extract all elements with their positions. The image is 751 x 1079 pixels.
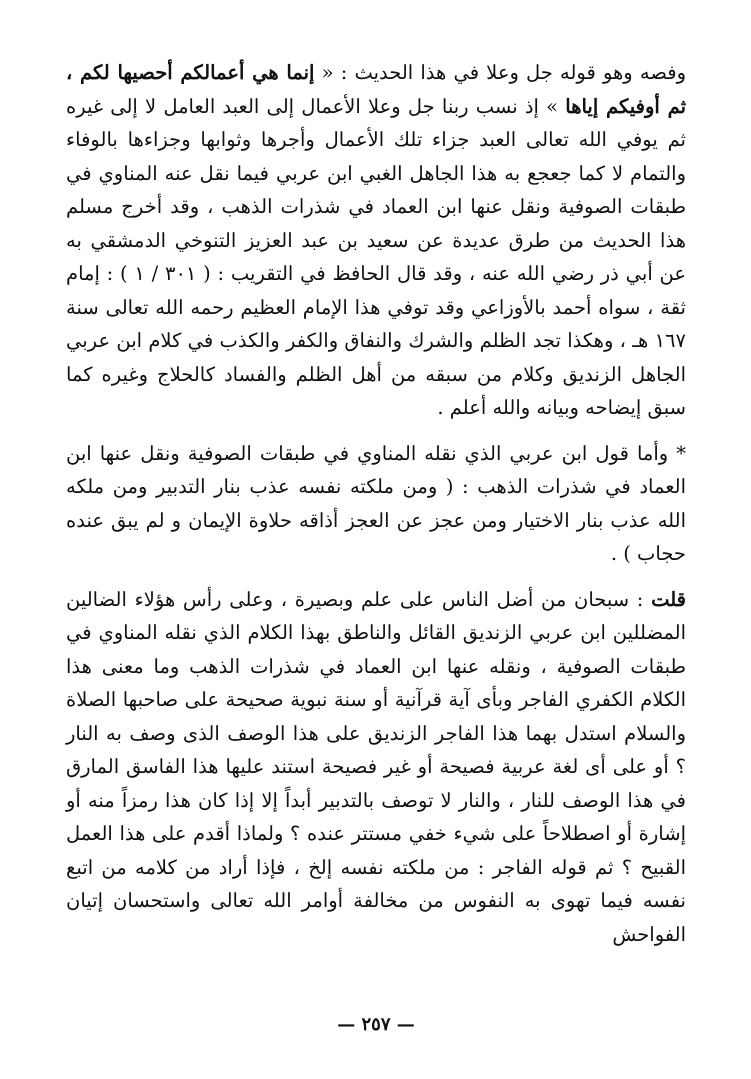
page: [66, 56, 686, 1036]
paragraph-1-segment-3: » إذ نسب ربنا جل وعلا الأعمال إلى العبد العامل لا إلى غيره ثم يوفي الله تعالى العبد جزاء تلك الأعمال وأجرها وثوابها وجزاءها بالوفاء والتمام لا كما جعجع به هذا الجاهل الغبي ابن عربي فيما نقل عنه المناوي في طبقات الصوفية ونقل عنها ابن العماد في شذرات الذهب ، وقد أخرج مسلم هذا الحديث من طرق عديدة عن سعيد بن عبد العزيز التنوخي الدمشقي به عن أبي ذر رضي الله عنه ، وقد قال الحافظ في التقريب : ( ٣٠١ / ١ ) : إمام ثقة ، سواه أحمد بالأوزاعي وقد توفي هذا الإمام العظيم رحمه الله تعالى سنة ١٦٧ هـ ، وهكذا تجد الظلم والشرك والنفاق والكفر والكذب في كلام ابن عربي الجاهل الزنديق وكلام من سبقه من أهل الظلم والفساد كالحلاج وغيره كما سبق إيضاحه وبيانه والله أعلم .: [66, 94, 686, 419]
paragraph-2: [66, 437, 686, 571]
paragraph-3-segment-2: : سبحان من أضل الناس على علم وبصيرة ، وعلى رأس هؤلاء الضالين المضللين ابن عربي الزنديق القائل والناطق بهذا الكلام الذي نقله المناوي في طبقات الصوفية ، ونقله عنها ابن العماد في شذرات الذهب وما معنى هذا الكلام الكفري الفاجر وبأى آية قرآنية أو سنة نبوية صحيحة على صاحبها الصلاة والسلام استدل بهما هذا الفاجر الزنديق على هذا الوصف الذى وصف به النار ؟ أو على أى لغة عربية فصيحة أو غير فصيحة استند عليها هذا الفاسق المارق في هذا الوصف للنار ، والنار لا توصف بالتدبير أبداً إلا إذا كان هذا رمزاً منه أو إشارة أو اصطلاحاً على شيء خفي مستتر عنده ؟ ولماذا أقدم على هذا العمل القبيح ؟ ثم قوله الفاجر : من ملكته نفسه إلخ ، فإذا أراد من كلامه من اتبع نفسه فيما تهوى به النفوس من مخالفة أوامر الله تعالى واستحسان إتيان الفواحش: [66, 587, 686, 946]
body-text: [66, 56, 686, 951]
paragraph-1: [66, 56, 686, 425]
qultu-label: قلت: [651, 587, 686, 611]
page-number: — ٢٥٧ —: [337, 1014, 415, 1035]
paragraph-1-segment-1: وفصه وهو قوله جل وعلا في هذا الحديث : «: [314, 61, 686, 84]
paragraph-3: [66, 583, 686, 952]
paragraph-2-segment-1: * وأما قول ابن عربي الذي نقله المناوي في طبقات الصوفية ونقل عنها ابن العماد في شذرات الذهب : ( ومن ملكته نفسه عذب بنار التدبير ومن ملكه الله عذب بنار الاختيار ومن عجز عن العجز أذاقه حلاوة الإيمان و لم يبق عنده حجاب ) .: [66, 441, 686, 565]
hadith-quote: إنما هي أعمالكم أحصيها لكم ، ثم أوفيكم إياها: [66, 61, 687, 118]
